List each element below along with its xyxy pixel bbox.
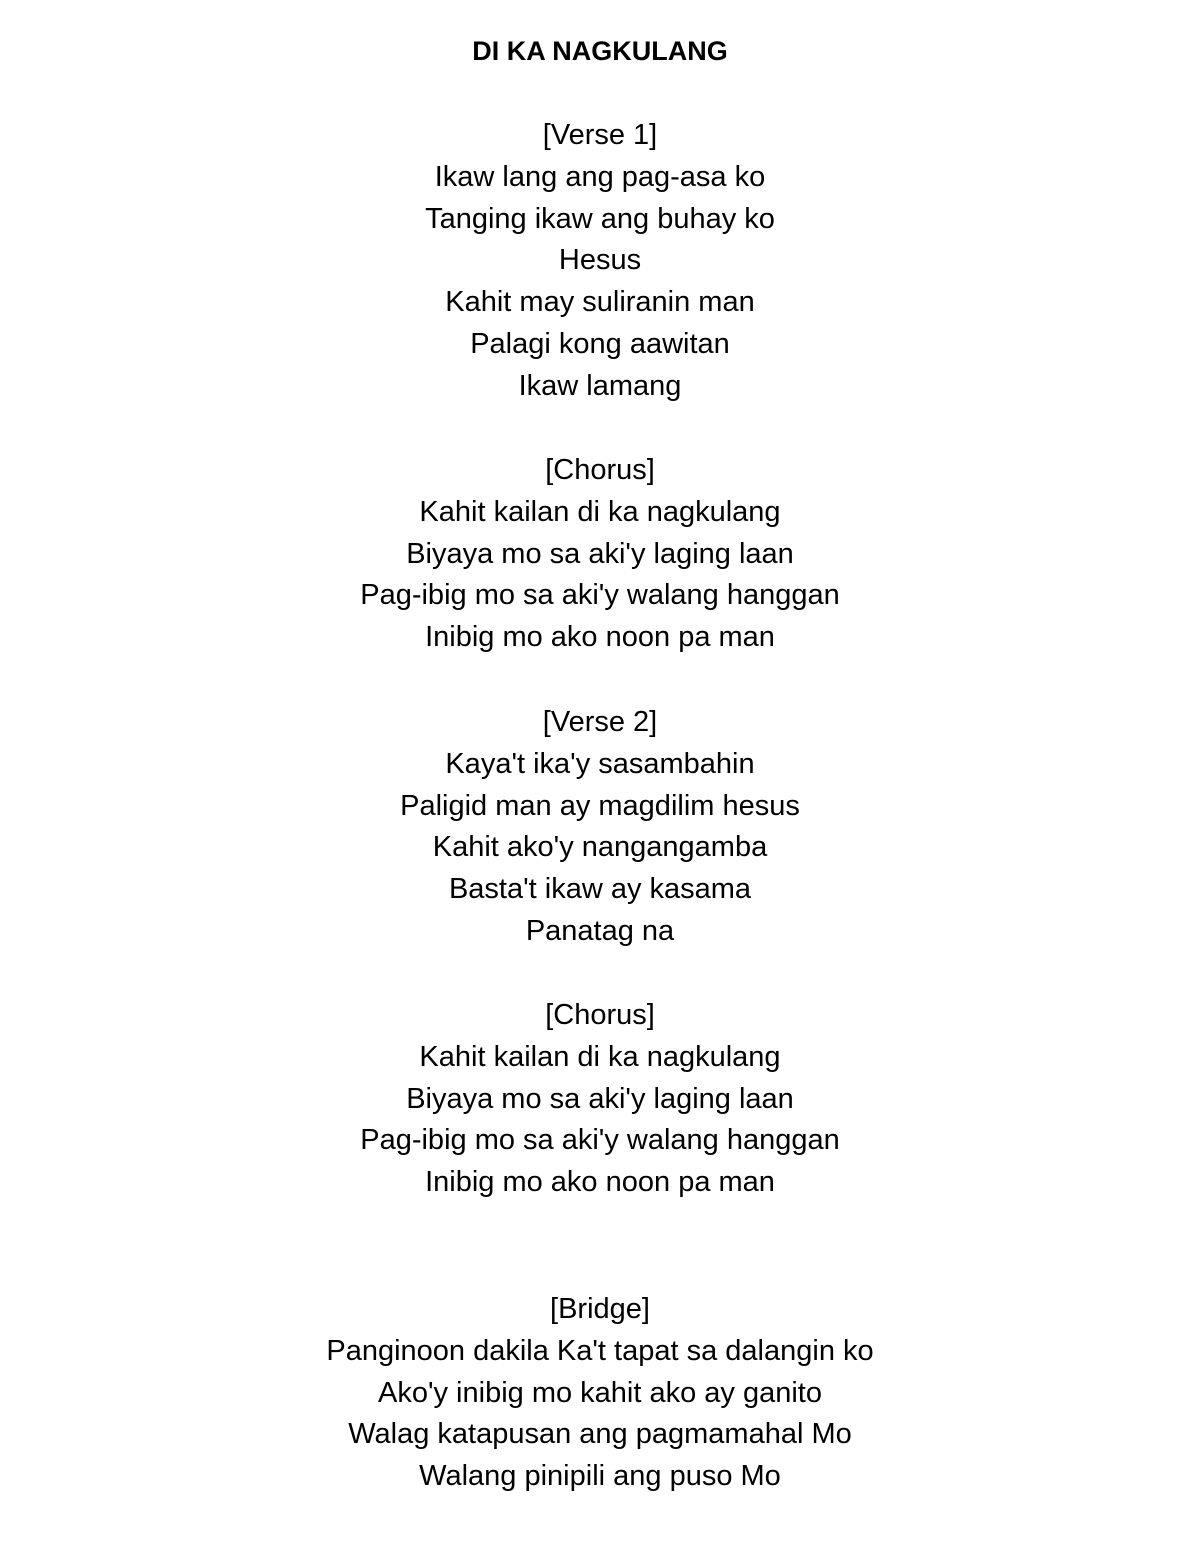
lyric-line: Palagi kong aawitan (470, 327, 730, 360)
section-verse-2 (0, 702, 1200, 953)
section-chorus-1 (0, 450, 1200, 659)
lyric-line: Tanging ikaw ang buhay ko (425, 202, 775, 235)
lyric-line: Ikaw lamang (518, 369, 682, 402)
lyric-line: Panatag na (525, 914, 675, 947)
section-label: [Bridge] (550, 1293, 650, 1325)
section-verse-1 (0, 115, 1200, 408)
lyric-line: Biyaya mo sa aki'y laging laan (406, 1082, 794, 1115)
lyric-line: Pag-ibig mo sa aki'y walang hanggan (360, 1124, 840, 1157)
section-label: [Chorus] (545, 999, 655, 1031)
section-label: [Verse 1] (542, 119, 658, 151)
lyric-line: Walang pinipili ang puso Mo (419, 1460, 781, 1493)
lyric-line: Paligid man ay magdilim hesus (400, 789, 800, 822)
lyric-line: Kahit ako'y nangangamba (432, 831, 768, 864)
lyric-line: Kahit may suliranin man (445, 286, 755, 319)
song-title: DI KA NAGKULANG (472, 36, 728, 66)
lyric-line: Kaya't ika'y sasambahin (445, 747, 755, 780)
lyric-line: Ikaw lang ang pag-asa ko (434, 160, 766, 193)
section-label: [Chorus] (545, 454, 655, 486)
lyric-line: Inibig mo ako noon pa man (425, 621, 775, 654)
lyric-line: Ako'y inibig mo kahit ako ay ganito (377, 1376, 822, 1409)
lyric-line: Inibig mo ako noon pa man (425, 1166, 775, 1199)
lyric-line: Kahit kailan di ka nagkulang (419, 495, 781, 528)
section-label: [Verse 2] (542, 706, 658, 738)
section-chorus-2 (0, 995, 1200, 1204)
lyric-line: Kahit kailan di ka nagkulang (419, 1040, 781, 1073)
lyric-line: Biyaya mo sa aki'y laging laan (406, 537, 794, 570)
lyric-line: Walag katapusan ang pagmamahal Mo (348, 1418, 852, 1451)
lyric-line: Panginoon dakila Ka't tapat sa dalangin ko (326, 1334, 874, 1367)
lyric-line: Hesus (558, 244, 642, 277)
lyric-line: Pag-ibig mo sa aki'y walang hanggan (360, 579, 840, 612)
lyric-line: Basta't ikaw ay kasama (448, 873, 752, 906)
section-bridge (0, 1289, 1200, 1498)
